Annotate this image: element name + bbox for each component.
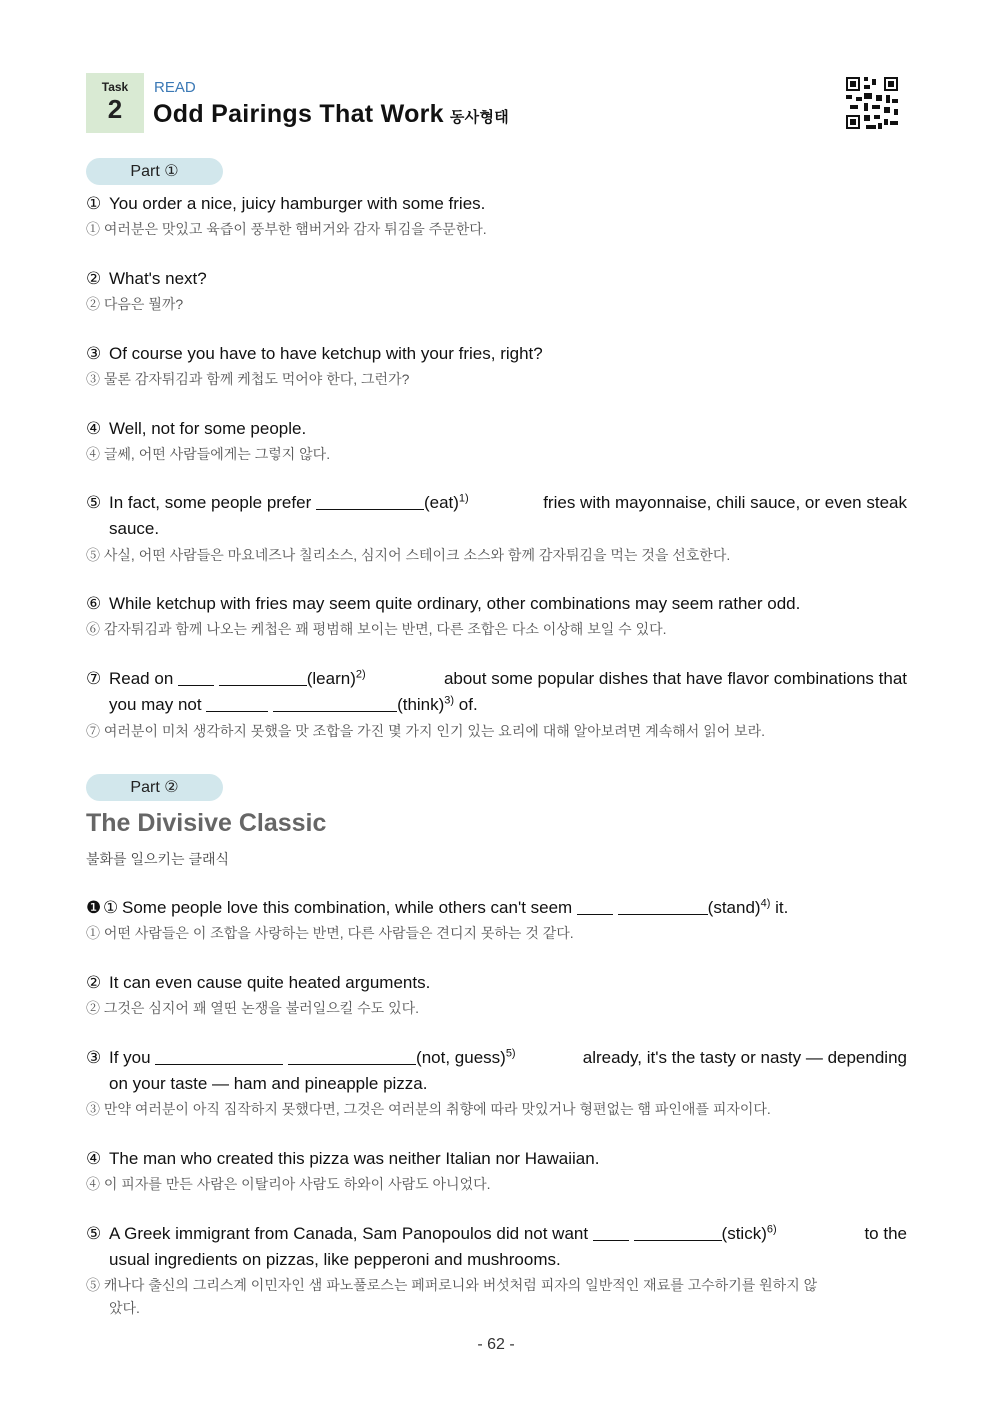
task-label: Task [101,80,129,94]
answer-blank[interactable] [155,1046,283,1065]
translation-10: ③ 만약 여러분이 아직 짐작하지 못했다면, 그것은 여러분의 취향에 따라 맛있거나 형편없는 햄 파인애플 피자이다. [86,1101,771,1117]
answer-blank[interactable] [178,667,214,686]
sentence-7: ⑦ Read on (learn)$^{2)}$ about some popular dishes that have flavor combinations that you may not (think)$^{3)}$ of. [86,668,907,714]
answer-blank[interactable] [273,693,397,712]
answer-blank[interactable] [618,896,708,915]
sentence-3: ③ Of course you have to have ketchup with your fries, right? [86,344,543,363]
answer-blank[interactable] [593,1222,629,1241]
translation-7: ⑦ 여러분이 미처 생각하지 못했을 맛 조합을 가진 몇 가지 인기 있는 요리에 대해 알아보려면 계속해서 읽어 보라. [86,723,766,739]
translation-4: ④ 글쎄, 어떤 사람들에게는 그렇지 않다. [86,446,331,462]
sentence-1: ① You order a nice, juicy hamburger with some fries. [86,194,486,213]
section-title: The Divisive Classic [86,809,327,837]
translation-2: ② 다음은 뭘까? [86,296,184,312]
task-badge [86,73,144,133]
translation-6: ⑥ 감자튀김과 함께 나오는 케첩은 꽤 평범해 보이는 반면, 다른 조합은 다소 이상해 보일 수 있다. [86,621,667,637]
answer-blank[interactable] [577,896,613,915]
paragraph-marker: ❶ [86,898,102,917]
part-1-label: Part ① [86,158,223,185]
sentence-2: ② What's next? [86,269,207,288]
answer-blank[interactable] [219,667,307,686]
answer-blank[interactable] [206,693,268,712]
sentence-9: ② It can even cause quite heated arguments. [86,973,431,992]
translation-9: ② 그것은 심지어 꽤 열띤 논쟁을 불러일으킬 수도 있다. [86,1000,420,1016]
sentence-12: ⑤ A Greek immigrant from Canada, Sam Panopoulos did not want (stick)$^{6)}$ to the usual ingredients on pizzas, like pepperoni and mushrooms. [86,1223,907,1269]
part-2-label: Part ② [86,774,223,801]
sentence-6: ⑥ While ketchup with fries may seem quite ordinary, other combinations may seem rather odd. [86,594,801,613]
title-text: Odd Pairings That Work [153,100,444,128]
translation-12: ⑤ 캐나다 출신의 그리스계 이민자인 샘 파노풀로스는 페퍼로니와 버섯처럼 피자의 일반적인 재료를 고수하기를 원하지 않 았다. [86,1277,818,1316]
page-number: - 62 - [477,1336,515,1353]
task-number: 2 [107,94,123,124]
sentence-11: ④ The man who created this pizza was neither Italian nor Hawaiian. [86,1149,600,1168]
section-subtitle: 불화를 일으키는 클래식 [86,851,230,867]
translation-3: ③ 물론 감자튀김과 함께 케첩도 먹어야 한다, 그런가? [86,371,410,387]
translation-1: ① 여러분은 맛있고 육즙이 풍부한 햄버거와 감자 튀김을 주문한다. [86,221,487,237]
task-header [86,73,906,135]
title-suffix: 동사형태 [449,109,510,126]
sentence-5: ⑤ In fact, some people prefer (eat)$^{1)}$ fries with mayonnaise, chili sauce, or even steak sauce. [86,492,907,538]
sentence-8: ❶ ① Some people love this combination, while others can't seem $(stand)^{4)}$ it. [86,895,907,921]
answer-blank[interactable] [288,1046,416,1065]
qr-code-icon[interactable] [846,77,898,129]
translation-5: ⑤ 사실, 어떤 사람들은 마요네즈나 칠리소스, 심지어 스테이크 소스와 함께 감자튀김을 먹는 것을 선호한다. [86,547,731,563]
translation-11: ④ 이 피자를 만든 사람은 이탈리아 사람도 하와이 사람도 아니었다. [86,1176,491,1192]
answer-blank[interactable] [634,1222,722,1241]
read-label: READ [154,79,196,96]
answer-blank[interactable] [316,491,424,510]
page-title [153,100,509,129]
sentence-10: ③ If you (not, guess)$^{5)}$ already, it's the tasty or nasty — depending on your taste — ham and pineapple pizza. [86,1047,907,1093]
translation-8: ① 어떤 사람들은 이 조합을 사랑하는 반면, 다른 사람들은 견디지 못하는 것 같다. [86,925,574,941]
sentence-4: ④ Well, not for some people. [86,419,307,438]
